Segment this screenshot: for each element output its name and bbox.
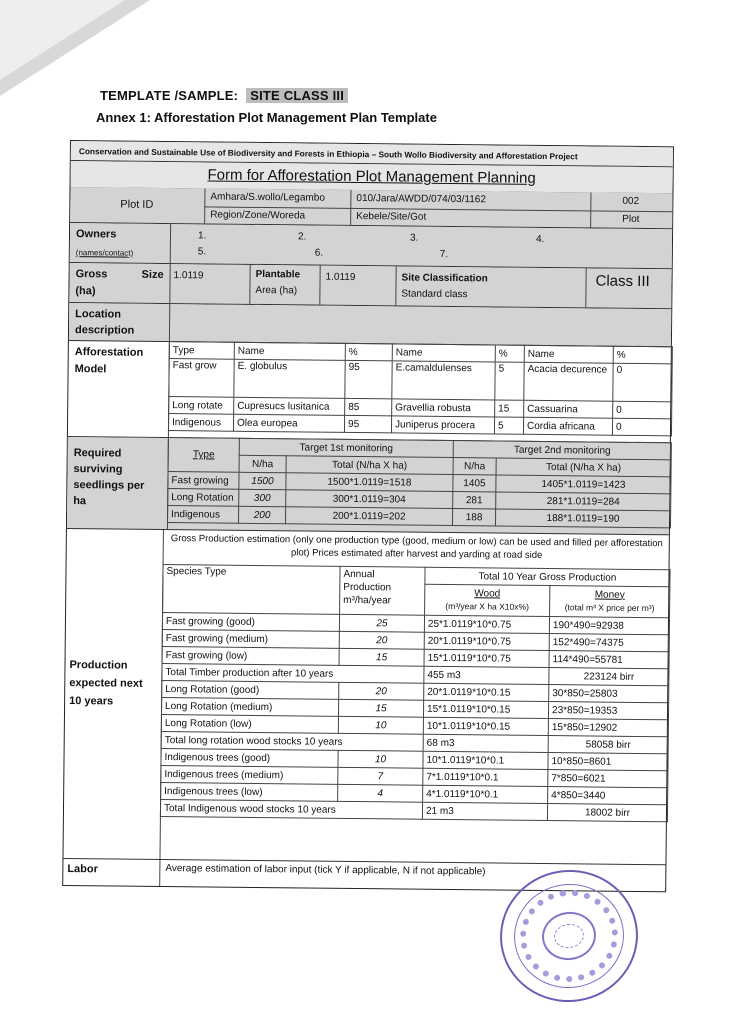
owner-7: 7. (439, 248, 449, 260)
prod-cell: 15*1.0119*10*0.15 (423, 700, 548, 718)
labor-label: Labor (67, 863, 98, 876)
prod-cell: 15*850=12902 (548, 719, 668, 737)
aff-cell: 95 (345, 360, 392, 398)
aff-header-pct2: % (495, 345, 524, 362)
production-table (160, 564, 671, 822)
prod-cell: 10*1.0119*10*0.15 (423, 717, 548, 735)
page-fold-shadow (0, 0, 125, 80)
plot-label: Plot (622, 213, 640, 225)
aff-cell: 15 (495, 400, 524, 417)
gross-size-section (69, 263, 671, 309)
n-ha-header-2: N/ha (453, 458, 496, 475)
prod-cell: Indigenous trees (low) (161, 782, 338, 801)
owner-6: 6. (314, 247, 324, 259)
surv-cell: 1405 (453, 475, 496, 492)
surv-cell: 300*1.0119=304 (286, 490, 453, 509)
plot-code: 010/Jara/AWDD/074/03/1162 (356, 193, 486, 206)
prod-cell: 20 (339, 631, 424, 649)
region-zone-woreda-label: Region/Zone/Woreda (210, 209, 306, 222)
surv-cell: Fast growing (168, 472, 239, 490)
surv-cell: 281*1.0119=284 (496, 492, 671, 511)
afforestation-label: Afforestation (74, 346, 144, 359)
ha-label: ha (73, 495, 87, 508)
project-banner: Conservation and Sustainable Use of Biodiversity and Forests in Ethiopia – South Wollo Biodiversity and Afforestation Project (71, 141, 673, 167)
prod-cell: 152*490=74375 (549, 634, 669, 652)
expected-next-label: expected next (69, 677, 143, 690)
prod-cell: 21 m3 (422, 802, 547, 820)
prod-cell: 10*1.0119*10*0.1 (423, 751, 548, 769)
aff-cell: E. globulus (234, 359, 345, 398)
surv-cell: 200 (238, 506, 285, 523)
aff-cell: E.camaldulenses (392, 361, 495, 400)
location-label: Location (75, 308, 122, 321)
aff-header-pct1: % (345, 343, 392, 360)
labor-text: Average estimation of labor input (tick Y if applicable, N if not applicable) (165, 863, 486, 878)
species-type-header: Species Type (163, 564, 340, 614)
size-label: Size (141, 268, 164, 281)
prod-cell: 4 (338, 784, 423, 802)
prod-cell: 223124 birr (549, 668, 669, 686)
template-label: TEMPLATE /SAMPLE: (100, 88, 239, 103)
kebele-site-got-label: Kebele/Site/Got (356, 211, 427, 223)
plantable-value: 1.0119 (325, 271, 356, 283)
aff-cell: 95 (344, 415, 391, 432)
prod-cell: 4*850=3440 (548, 787, 668, 805)
prod-cell: 25 (339, 614, 424, 632)
aff-cell: Long rotate (169, 397, 234, 415)
prod-cell: 20 (339, 682, 424, 700)
prod-cell: Indigenous trees (good) (161, 748, 338, 767)
wood-label: Wood (474, 587, 501, 600)
site-class-highlight: SITE CLASS III (246, 88, 348, 103)
prod-cell: 18002 birr (547, 804, 667, 822)
owner-5: 5. (197, 246, 207, 258)
aff-cell: 0 (613, 363, 672, 402)
surviving-table (167, 437, 672, 528)
money-unit: (total m³ X price per m³) (564, 601, 655, 613)
surv-cell: 188 (452, 509, 495, 526)
aff-cell: Juniperus procera (391, 416, 494, 434)
location-description-label: description (74, 324, 135, 337)
total-header-1: Total (N/ha X ha) (286, 456, 453, 475)
prod-cell: 25*1.0119*10*0.75 (424, 615, 549, 633)
surv-cell: 300 (239, 489, 286, 506)
surv-cell: 200*1.0119=202 (285, 507, 452, 526)
prod-cell: 7 (338, 767, 423, 785)
money-label: Money (594, 589, 625, 601)
aff-cell: Cassuarina (524, 400, 613, 418)
aff-cell: Cordia africana (523, 417, 612, 435)
total-10-year-header: Total 10 Year Gross Production (425, 567, 670, 587)
plot-location-line: Amhara/S.wollo/Legambo (210, 191, 325, 204)
aff-header-pct3: % (613, 346, 672, 364)
prod-cell: Long Rotation (good) (162, 680, 339, 699)
plot-id-label: Plot ID (120, 198, 154, 211)
target-2-header: Target 2nd monitoring (453, 441, 671, 460)
management-plan-form (62, 140, 674, 892)
plot-number: 002 (622, 195, 640, 207)
surviving-label: surviving (73, 463, 123, 476)
prod-cell: 23*850=19353 (548, 702, 668, 720)
prod-cell: 10 (338, 716, 423, 734)
money-header (550, 586, 670, 618)
prod-cell: 4*1.0119*10*0.1 (423, 785, 548, 803)
template-heading (100, 88, 348, 103)
prod-cell: 7*850=6021 (548, 770, 668, 788)
prod-cell: 15*1.0119*10*0.75 (424, 649, 549, 667)
aff-cell: Gravellia robusta (392, 399, 495, 417)
standard-class-label: Standard class (401, 288, 468, 301)
owner-4: 4. (535, 233, 545, 245)
prod-cell: 58058 birr (548, 736, 668, 754)
surv-cell: Long Rotation (168, 489, 239, 507)
wood-header (425, 584, 550, 616)
prod-cell: 15 (339, 648, 424, 666)
aff-cell: Indigenous (168, 414, 233, 432)
wood-unit: (m³/year X ha X10x%) (445, 600, 530, 612)
aff-header-name2: Name (392, 344, 495, 362)
aff-cell: 5 (494, 417, 523, 434)
prod-total-cell: Total Timber production after 10 years (162, 663, 424, 683)
owner-1: 1. (197, 230, 207, 242)
gross-label: Gross (75, 268, 108, 281)
surv-type-header: Type (168, 438, 239, 473)
aff-header-name1: Name (234, 342, 345, 360)
prod-cell: 10*850=8601 (548, 753, 668, 771)
required-label: Required (73, 447, 122, 460)
prod-cell: 190*490=92938 (549, 617, 669, 635)
prod-cell: 20*1.0119*10*0.75 (424, 632, 549, 650)
surv-cell: 1500 (239, 472, 286, 489)
prod-cell: Fast growing (good) (162, 612, 339, 631)
prod-cell: 10 (338, 750, 423, 768)
prod-cell: 20*1.0119*10*0.15 (424, 683, 549, 701)
prod-cell: Indigenous trees (medium) (161, 765, 338, 784)
owners-section (70, 223, 672, 269)
total-header-2: Total (N/ha X ha) (496, 458, 671, 477)
plantable-area-label: Area (ha) (255, 284, 298, 297)
surv-cell: 1500*1.0119=1518 (286, 473, 453, 492)
production-section (63, 529, 668, 865)
annual-production-header: Annual Production m³/ha/year (340, 566, 425, 615)
prod-cell: 455 m3 (424, 666, 549, 684)
prod-cell: Fast growing (medium) (162, 629, 339, 648)
form-title: Form for Afforestation Plot Management Planning (70, 161, 672, 194)
owners-sublabel: (names/contact) (75, 248, 134, 258)
owner-3: 3. (409, 232, 419, 244)
prod-cell: 7*1.0119*10*0.1 (423, 768, 548, 786)
aff-cell: Olea europea (233, 414, 344, 432)
plantable-label: Plantable (255, 268, 301, 281)
aff-cell: 0 (613, 401, 672, 419)
aff-header-name3: Name (524, 345, 613, 363)
class-value: Class III (595, 272, 650, 291)
site-classification-label: Site Classification (401, 272, 488, 285)
target-1-header: Target 1st monitoring (239, 438, 453, 457)
seedlings-per-label: seedlings per (73, 479, 145, 492)
afforestation-section (68, 341, 671, 443)
production-note: Gross Production estimation (only one production type (good, medium or low) can be used and filled per afforestation plot) Prices estimated after harvest and yarding at road side (170, 533, 663, 561)
prod-total-cell: Total long rotation wood stocks 10 years (161, 731, 423, 751)
model-label: Model (74, 363, 107, 376)
aff-cell: 85 (345, 398, 392, 415)
prod-cell: Long Rotation (medium) (161, 697, 338, 716)
gross-unit-label: (ha) (75, 285, 96, 298)
owner-2: 2. (297, 231, 307, 243)
aff-cell: Acacia decurence (524, 362, 613, 401)
afforestation-table (168, 341, 673, 436)
aff-cell: 5 (495, 362, 524, 400)
ten-years-label: 10 years (69, 695, 114, 708)
location-section (69, 303, 671, 347)
prod-cell: Fast growing (low) (162, 646, 339, 665)
surv-cell: 1405*1.0119=1423 (496, 475, 671, 494)
aff-cell: Cupresucs lusitanica (234, 397, 345, 415)
surv-cell: Indigenous (167, 506, 238, 524)
surv-cell: 188*1.0119=190 (495, 509, 670, 528)
aff-cell: Fast grow (169, 359, 234, 398)
prod-cell: 68 m3 (423, 734, 548, 752)
n-ha-header-1: N/ha (239, 455, 286, 472)
prod-total-cell: Total Indigenous wood stocks 10 years (160, 799, 422, 819)
surv-cell: 281 (453, 492, 496, 509)
prod-cell: 15 (338, 699, 423, 717)
owners-label: Owners (75, 228, 117, 241)
production-label: Production (69, 659, 128, 672)
prod-cell: 114*490=55781 (549, 651, 669, 669)
prod-cell: Long Rotation (low) (161, 714, 338, 733)
surviving-seedlings-section (67, 437, 670, 535)
aff-header-type: Type (169, 342, 234, 360)
prod-cell: 30*850=25803 (549, 685, 669, 703)
gross-size-value: 1.0119 (173, 270, 204, 282)
annex-title: Annex 1: Afforestation Plot Management Plan Template (96, 110, 437, 125)
aff-cell: 0 (612, 418, 671, 436)
